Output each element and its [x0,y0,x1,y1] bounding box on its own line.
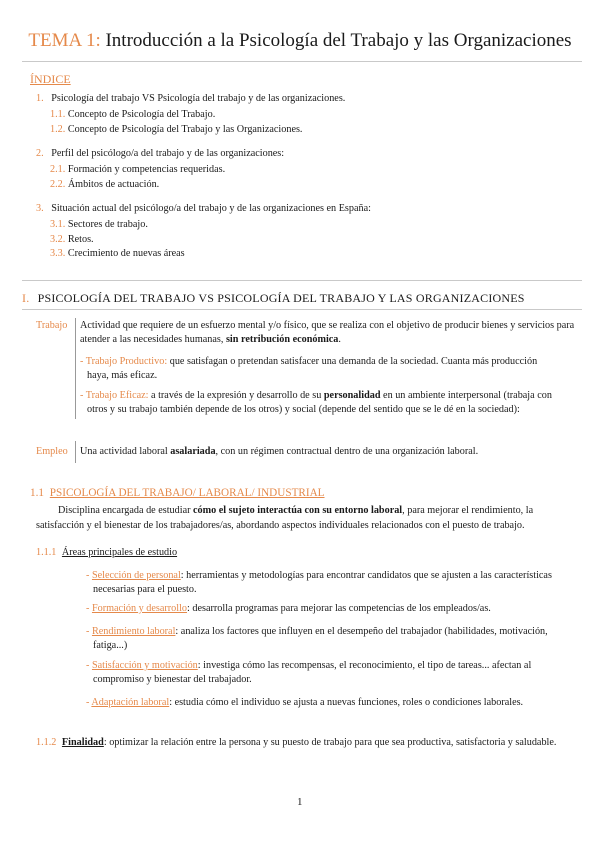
subsection-1-1-heading: 1.1 PSICOLOGÍA DEL TRABAJO/ LABORAL/ INDUSTRIAL [30,487,325,499]
trabajo-eficaz-line1: - Trabajo Eficaz: a través de la expresión y desarrollo de su personalidad en un ambiente interpersonal (trabaja con [80,390,552,401]
empleo-label: Empleo [36,446,68,457]
area-item-satisfaccion-line2: compromiso y bienestar del trabajador. [93,674,252,685]
area-item-rendimiento-line2: fatiga...) [93,640,128,651]
subsection-1-1-para-line2: satisfacción y el bienestar de los trabajadores/as, abordando aspectos individuales relacionados con el puesto de trabajo. [36,520,525,531]
index-subitem-2-2: 2.2. Ámbitos de actuación. [50,179,160,190]
subsection-1-1-para-line1: Disciplina encargada de estudiar cómo el sujeto interactúa con su entorno laboral, para mejorar el rendimiento, la [58,505,534,516]
trabajo-eficaz-line2: otros y su trabajo también depende de los otros) y social (depende del sentido que se le dé en la sociedad): [87,404,520,415]
title-number: TEMA 1: [28,30,101,51]
index-subitem-2-1: 2.1. Formación y competencias requeridas. [50,164,226,175]
index-subitem-3-2: 3.2. Retos. [50,234,94,245]
subsection-1-1-1-heading: 1.1.1 Áreas principales de estudio [36,547,178,558]
index-item-1: 1. Psicología del trabajo VS Psicología del trabajo y de las organizaciones. [36,93,346,104]
section-1-rule [22,309,582,310]
empleo-definition: Una actividad laboral asalariada, con un régimen contractual dentro de una organización laboral. [80,446,479,457]
index-heading: ÍNDICE [30,72,71,86]
page-number: 1 [297,796,303,808]
area-item-seleccion-line2: necesarias para el puesto. [93,584,197,595]
area-item-rendimiento: - Rendimiento laboral: analiza los factores que influyen en el desempeño del trabajador (habilidades, motivación, [86,626,548,637]
index-subitem-1-2: 1.2. Concepto de Psicología del Trabajo y las Organizaciones. [50,124,303,135]
trabajo-bar [75,318,76,419]
index-item-2: 2. Perfil del psicólogo/a del trabajo y de las organizaciones: [36,148,285,159]
index-item-3: 3. Situación actual del psicólogo/a del trabajo y de las organizaciones en España: [36,203,371,214]
index-subitem-3-3: 3.3. Crecimiento de nuevas áreas [50,248,185,259]
title-rule [22,61,582,62]
section-1-heading: I. PSICOLOGÍA DEL TRABAJO VS PSICOLOGÍA DEL TRABAJO Y LAS ORGANIZACIONES [22,291,525,305]
trabajo-label: Trabajo [36,320,68,331]
index-rule [22,280,582,281]
trabajo-productivo-line2: haya, más eficaz. [87,370,158,381]
trabajo-definition-line1: Actividad que requiere de un esfuerzo mental y/o físico, que se realiza con el objetivo de producir bienes y servicios para [80,320,575,331]
area-item-adaptacion: - Adaptación laboral: estudia cómo el individuo se ajusta a nuevas funciones, roles o condiciones laborales. [86,697,524,708]
area-item-seleccion: - Selección de personal: herramientas y metodologías para encontrar candidatos que se ajusten a las características [86,570,552,581]
trabajo-productivo-line1: - Trabajo Productivo: que satisfagan o pretendan satisfacer una demanda de la sociedad. Cuanta más producción [80,356,538,367]
index-subitem-1-1: 1.1. Concepto de Psicología del Trabajo. [50,109,216,120]
area-item-formacion: - Formación y desarrollo: desarrolla programas para mejorar las competencias de los empleados/as. [86,603,491,614]
empleo-bar [75,441,76,463]
subsection-1-1-2: 1.1.2 Finalidad: optimizar la relación entre la persona y su puesto de trabajo para que sea productiva, satisfactoria y saludable. [36,737,557,748]
area-item-satisfaccion: - Satisfacción y motivación: investiga cómo las recompensas, el reconocimiento, el tipo de tareas... afectan al [86,660,532,671]
index-subitem-3-1: 3.1. Sectores de trabajo. [50,219,148,230]
trabajo-definition-line2: atender a las necesidades humanas, sin retribución económica. [80,334,341,345]
page-title [0,30,600,52]
title-text: Introducción a la Psicología del Trabajo y las Organizaciones [105,30,572,51]
